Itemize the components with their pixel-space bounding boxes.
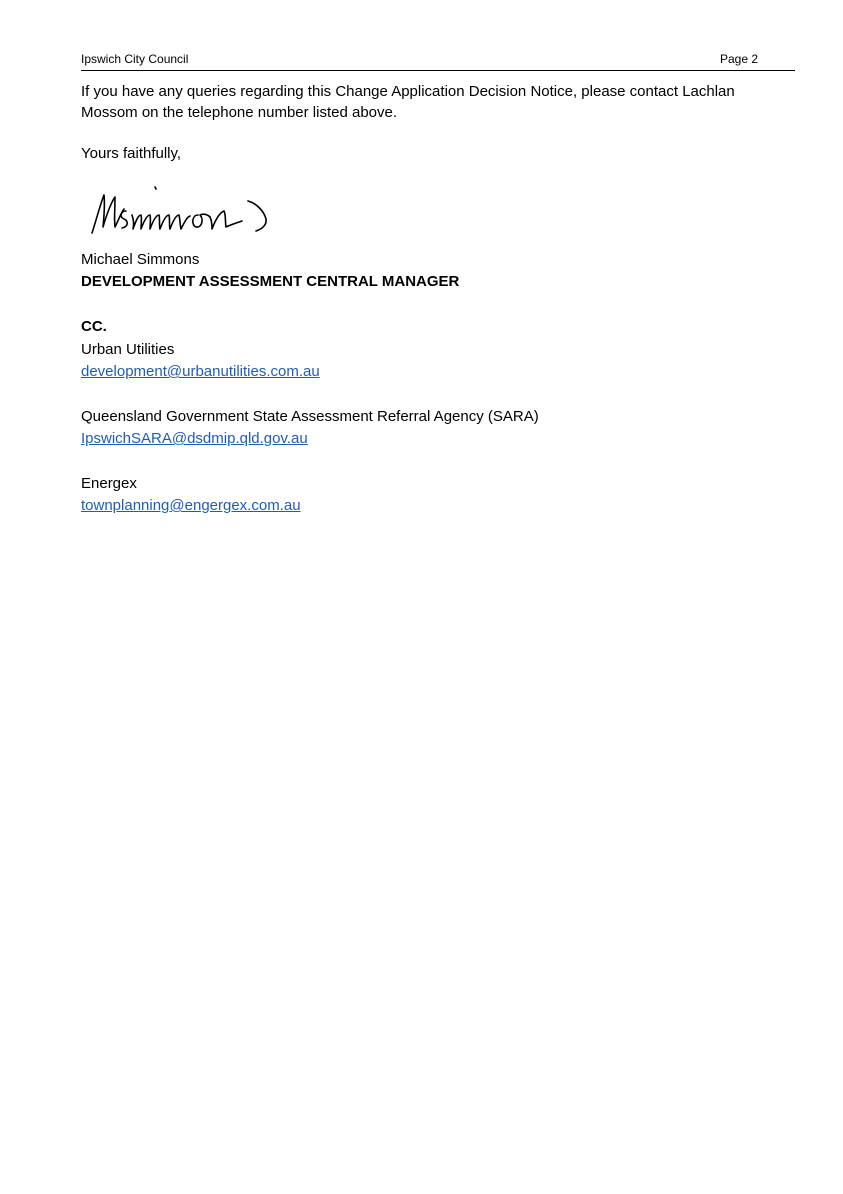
cc-recipient-name-energex: Energex [81, 475, 137, 492]
page-header [81, 51, 795, 71]
closing-salutation: Yours faithfully, [81, 145, 182, 162]
header-organisation: Ipswich City Council [81, 52, 189, 66]
query-paragraph-line-2: Mossom on the telephone number listed above. [81, 104, 398, 121]
cc-recipient-name-urban-utilities: Urban Utilities [81, 341, 175, 358]
cc-email-link-energex[interactable]: townplanning@engergex.com.au [81, 497, 301, 514]
header-page-number: Page 2 [720, 52, 759, 66]
signatory-name: Michael Simmons [81, 251, 200, 268]
cc-email-link-sara[interactable]: IpswichSARA@dsdmip.qld.gov.au [81, 430, 308, 447]
query-paragraph-line-1: If you have any queries regarding this Change Application Decision Notice, please contact Lachlan [81, 83, 735, 100]
signatory-title: DEVELOPMENT ASSESSMENT CENTRAL MANAGER [81, 273, 460, 290]
cc-heading: CC. [81, 318, 107, 335]
cc-email-link-urban-utilities[interactable]: development@urbanutilities.com.au [81, 363, 320, 380]
cc-recipient-name-sara: Queensland Government State Assessment Referral Agency (SARA) [81, 408, 539, 425]
handwritten-signature [88, 183, 273, 239]
